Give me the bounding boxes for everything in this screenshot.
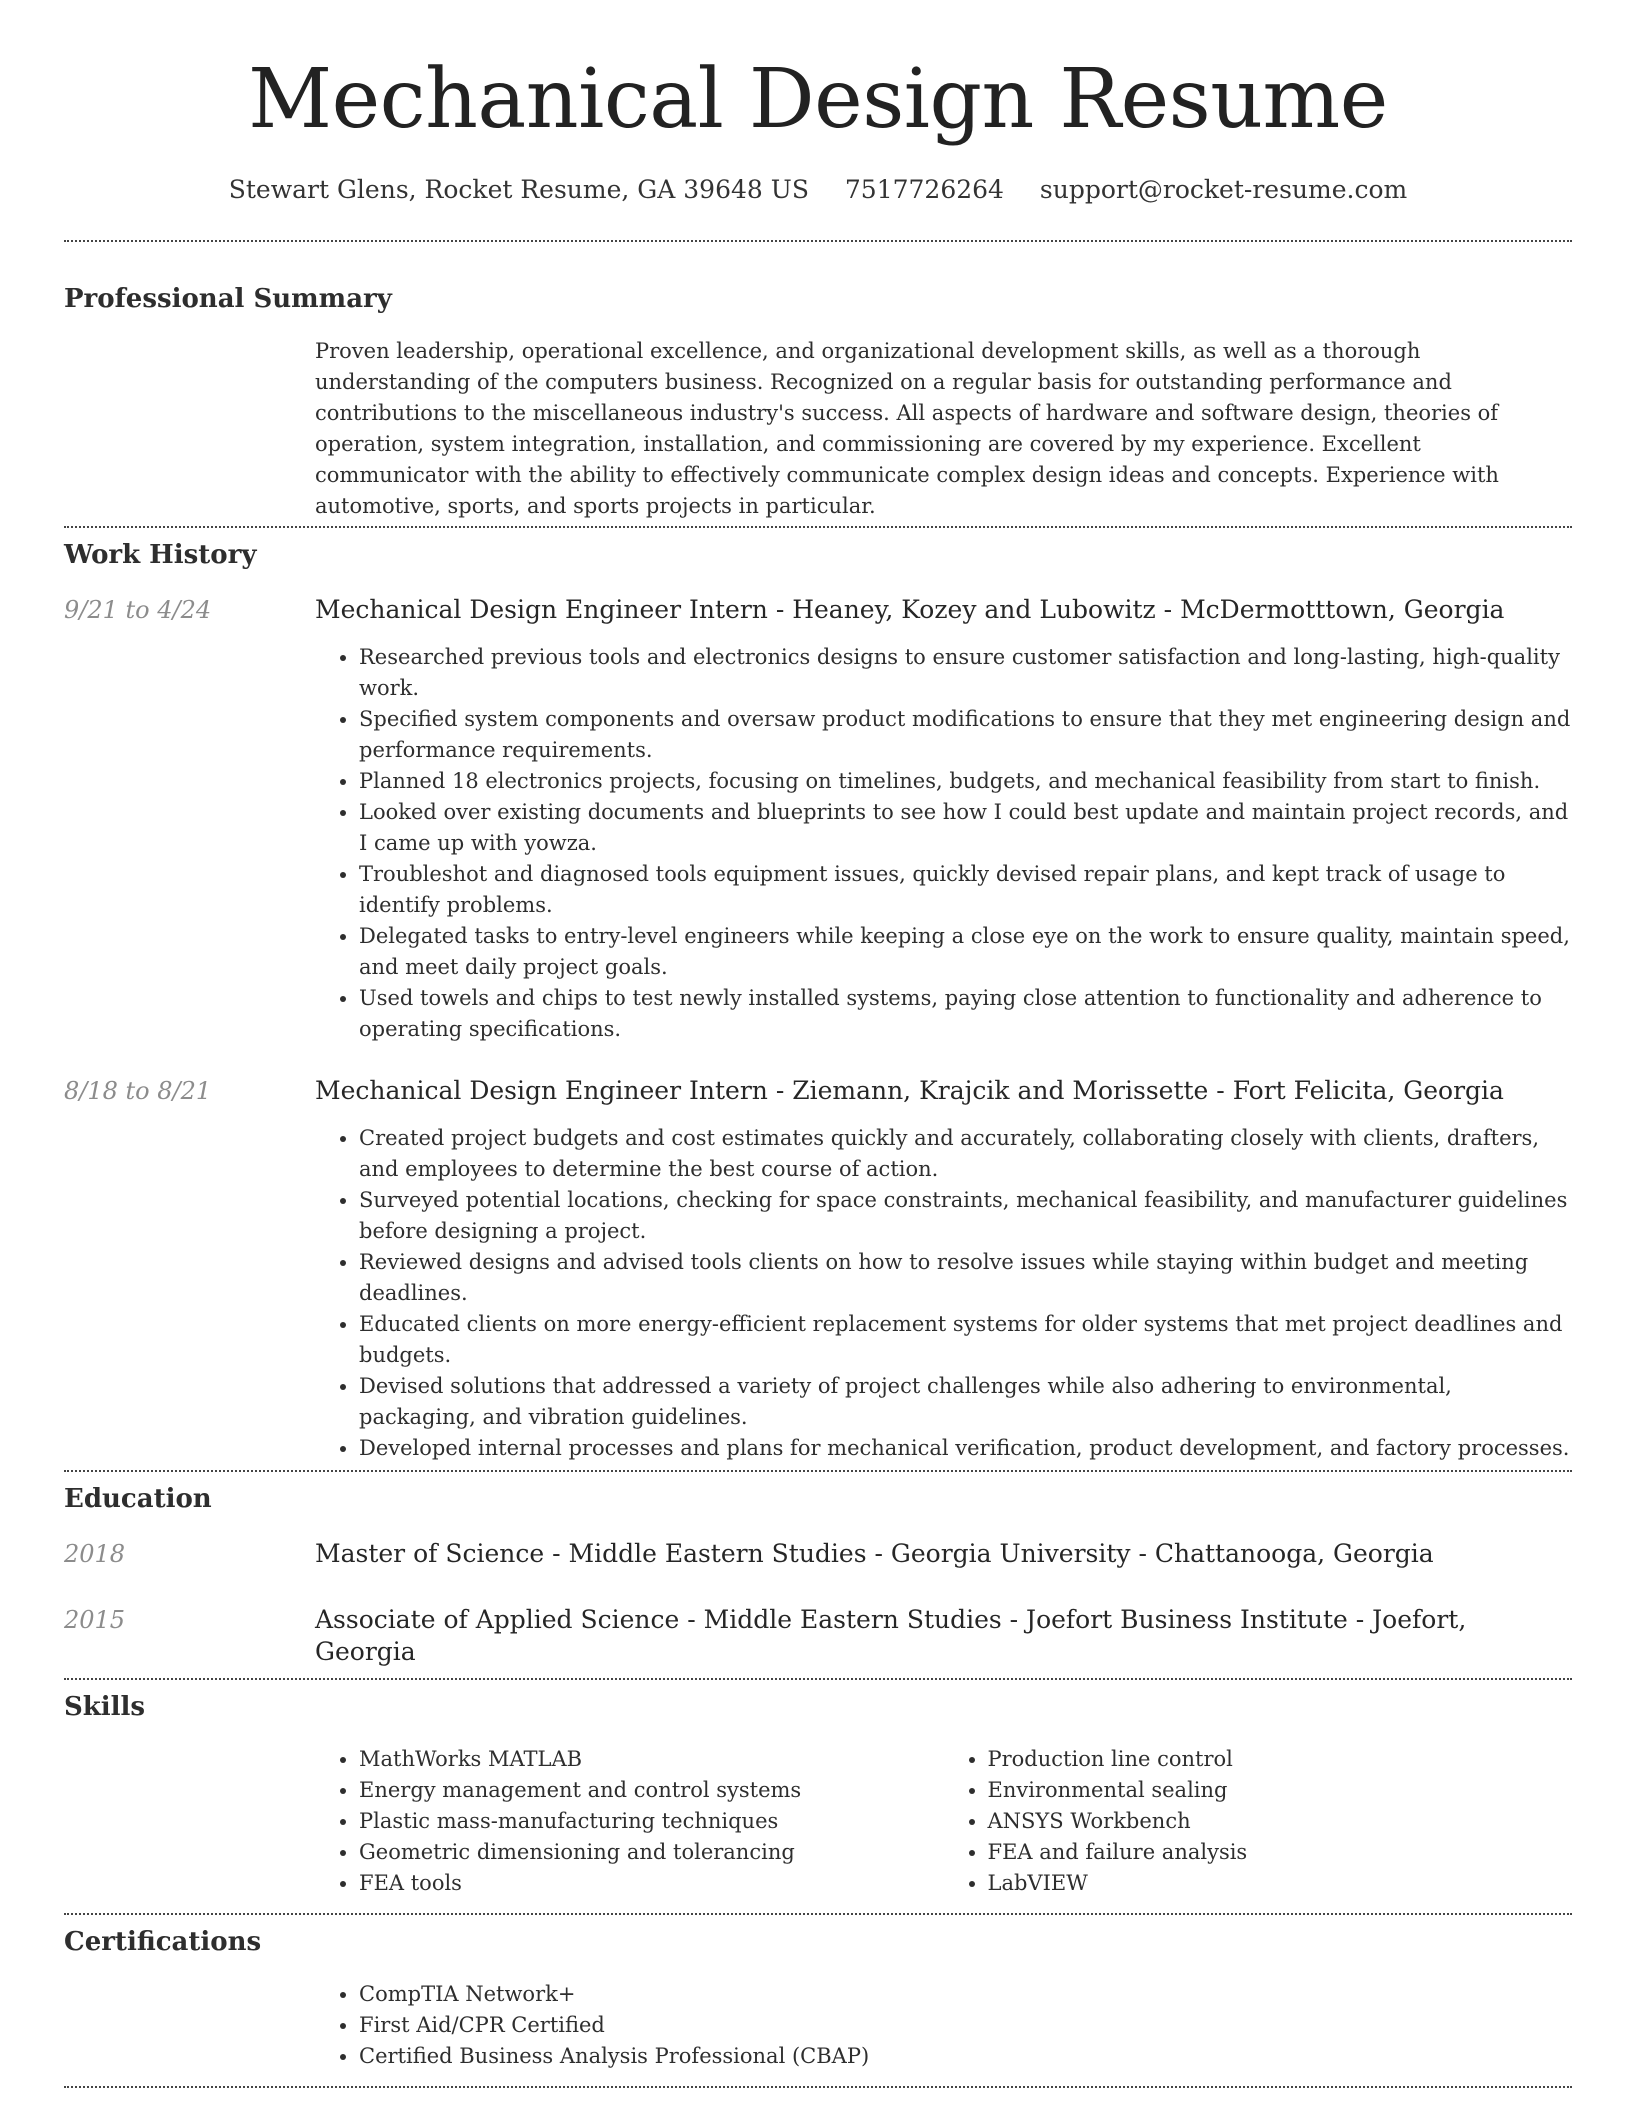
summary-text: Proven leadership, operational excellence, and organizational development skills, as well as a thorough understanding of the computers business. Recognized on a regular basis for outstanding performance and contributions to the miscellaneous industry's success. All aspects of hardware and software design, theories of operation, system integration, installation, and commissioning are covered by my experience. Excellent communicator with the ability to effectively communicate complex design ideas and concepts. Experience with automotive, sports, and sports projects in particular. bbox=[315, 339, 1499, 518]
section-heading: Education bbox=[64, 1484, 212, 1514]
skills-section bbox=[64, 1690, 1572, 1899]
list-item: • Looked over existing documents and blueprints to see how I could best update and maintain project records, and I came up with yowza. bbox=[359, 797, 1572, 859]
certifications-list bbox=[315, 1979, 1572, 2072]
certification-item: • Certified Business Analysis Professional (CBAP) bbox=[359, 2041, 1572, 2072]
skill-item: • LabVIEW bbox=[988, 1868, 1573, 1899]
contact-line bbox=[64, 174, 1572, 206]
list-item: • Specified system components and oversaw product modifications to ensure that they met engineering design and performance requirements. bbox=[359, 704, 1572, 766]
skill-item: • Plastic mass-manufacturing techniques bbox=[359, 1806, 944, 1837]
job-title: Mechanical Design Engineer Intern - Ziemann, Krajcik and Morissette - Fort Felicita, Georgia bbox=[315, 1076, 1504, 1105]
summary-section bbox=[64, 282, 1572, 522]
contact-email: support@rocket-resume.com bbox=[1039, 175, 1408, 204]
skill-item: • ANSYS Workbench bbox=[988, 1806, 1573, 1837]
education-degree: Associate of Applied Science - Middle Eastern Studies - Joefort Business Institute - Joefort, Georgia bbox=[315, 1605, 1467, 1666]
section-heading: Work History bbox=[64, 540, 257, 570]
list-item: • Surveyed potential locations, checking for space constraints, mechanical feasibility, and manufacturer guidelines before designing a project. bbox=[359, 1185, 1572, 1247]
list-item: • Used towels and chips to test newly installed systems, paying close attention to functionality and adherence to operating specifications. bbox=[359, 983, 1572, 1045]
education-year: 2015 bbox=[64, 1606, 126, 1634]
divider bbox=[64, 1678, 1572, 1680]
job-dates: 9/21 to 4/24 bbox=[64, 596, 212, 624]
contact-phone: 7517726264 bbox=[844, 175, 1004, 204]
divider bbox=[64, 1913, 1572, 1915]
resume-title: Mechanical Design Resume bbox=[248, 52, 1388, 147]
skill-item: • MathWorks MATLAB bbox=[359, 1744, 944, 1775]
job-entry bbox=[64, 1075, 1572, 1464]
list-item: • Reviewed designs and advised tools clients on how to resolve issues while staying within budget and meeting deadlines. bbox=[359, 1247, 1572, 1309]
skill-item: • FEA tools bbox=[359, 1868, 944, 1899]
work-history-section bbox=[64, 538, 1572, 1464]
education-entry bbox=[64, 1604, 1572, 1668]
skill-item: • Production line control bbox=[988, 1744, 1573, 1775]
job-entry bbox=[64, 594, 1572, 1045]
skills-list-right bbox=[944, 1744, 1573, 1899]
education-entry bbox=[64, 1538, 1572, 1570]
job-bullets bbox=[315, 642, 1572, 1045]
list-item: • Created project budgets and cost estimates quickly and accurately, collaborating closely with clients, drafters, and employees to determine the best course of action. bbox=[359, 1123, 1572, 1185]
divider bbox=[64, 240, 1572, 242]
skill-item: • FEA and failure analysis bbox=[988, 1837, 1573, 1868]
divider bbox=[64, 526, 1572, 528]
job-title: Mechanical Design Engineer Intern - Heaney, Kozey and Lubowitz - McDermotttown, Georgia bbox=[315, 595, 1505, 624]
education-section bbox=[64, 1482, 1572, 1668]
section-heading: Certifications bbox=[64, 1927, 262, 1957]
list-item: • Planned 18 electronics projects, focusing on timelines, budgets, and mechanical feasibility from start to finish. bbox=[359, 766, 1572, 797]
resume-page bbox=[64, 0, 1572, 2088]
skill-item: • Geometric dimensioning and tolerancing bbox=[359, 1837, 944, 1868]
education-degree: Master of Science - Middle Eastern Studies - Georgia University - Chattanooga, Georgia bbox=[315, 1539, 1434, 1568]
list-item: • Devised solutions that addressed a variety of project challenges while also adhering to environmental, packaging, and vibration guidelines. bbox=[359, 1371, 1572, 1433]
contact-address: Stewart Glens, Rocket Resume, GA 39648 US bbox=[228, 175, 809, 204]
certification-item: • CompTIA Network+ bbox=[359, 1979, 1572, 2010]
list-item: • Educated clients on more energy-efficient replacement systems for older systems that met project deadlines and budgets. bbox=[359, 1309, 1572, 1371]
section-heading: Skills bbox=[64, 1692, 146, 1722]
certification-item: • First Aid/CPR Certified bbox=[359, 2010, 1572, 2041]
education-year: 2018 bbox=[64, 1540, 126, 1568]
list-item: • Troubleshot and diagnosed tools equipment issues, quickly devised repair plans, and kept track of usage to identify problems. bbox=[359, 859, 1572, 921]
divider bbox=[64, 2086, 1572, 2088]
list-item: • Researched previous tools and electronics designs to ensure customer satisfaction and long-lasting, high-quality work. bbox=[359, 642, 1572, 704]
certifications-section bbox=[64, 1925, 1572, 2072]
list-item: • Delegated tasks to entry-level engineers while keeping a close eye on the work to ensure quality, maintain speed, and meet daily project goals. bbox=[359, 921, 1572, 983]
skills-list-left bbox=[315, 1744, 944, 1899]
list-item: • Developed internal processes and plans for mechanical verification, product development, and factory processes. bbox=[359, 1433, 1572, 1464]
divider bbox=[64, 1470, 1572, 1472]
skill-item: • Energy management and control systems bbox=[359, 1775, 944, 1806]
job-dates: 8/18 to 8/21 bbox=[64, 1077, 212, 1105]
section-heading: Professional Summary bbox=[64, 284, 392, 314]
job-bullets bbox=[315, 1123, 1572, 1464]
skill-item: • Environmental sealing bbox=[988, 1775, 1573, 1806]
